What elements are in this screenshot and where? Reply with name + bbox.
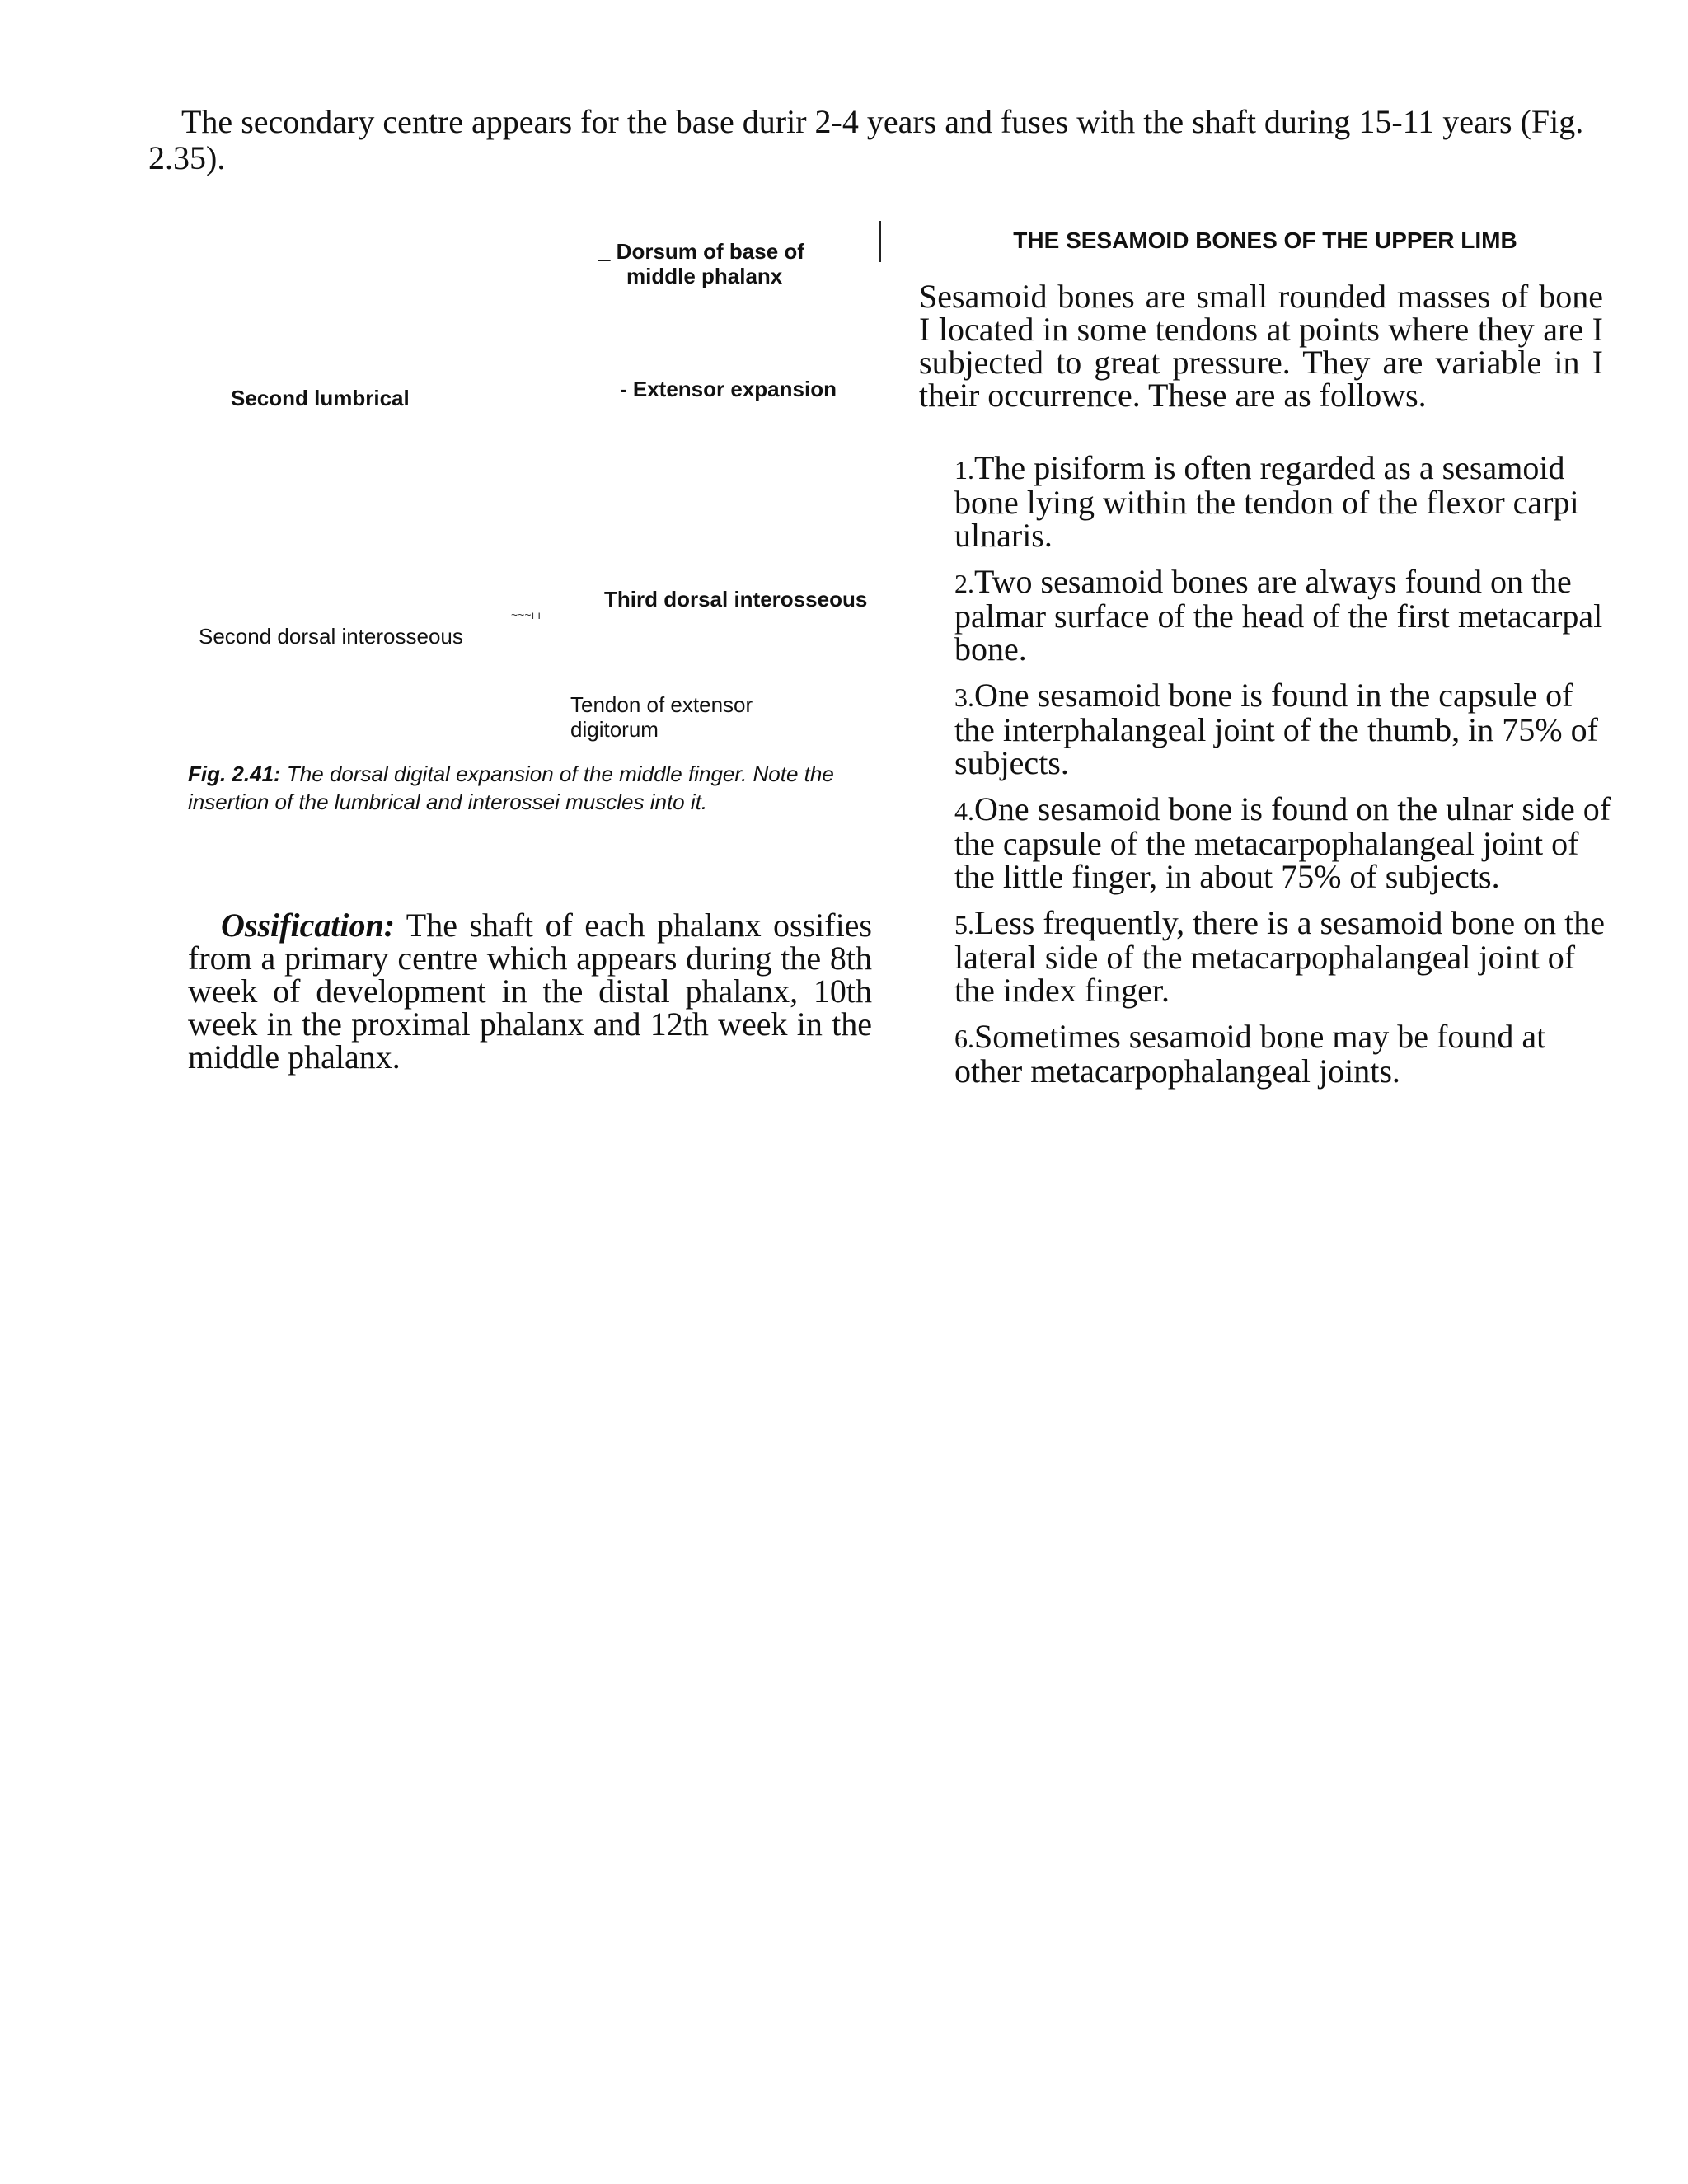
label-tendon-extensor: Tendon of extensor (570, 692, 753, 717)
label-middle-phalanx: middle phalanx (626, 264, 783, 288)
sesamoid-intro: Sesamoid bones are small rounded masses of bone I located in some tendons at points where they are I subjected to great pressure. They are variable in I their occurrence. These are as follows. (919, 278, 1603, 414)
intro-paragraph: The secondary centre appears for the base durir 2-4 years and fuses with the shaft during 15-11 years (Fig. 2.35). (148, 103, 1584, 176)
list-item: 4.One sesamoid bone is found on the ulnar side of the capsule of the metacarpophalangeal joint of the little finger, in about 75% of subjects. (954, 790, 1611, 895)
list-item: 6.Sometimes sesamoid bone may be found at other metacarpophalangeal joints. (954, 1018, 1546, 1090)
sesamoid-list (954, 449, 1614, 1101)
figure-stray-mark: ~~~ı ı (511, 608, 542, 621)
label-digitorum: digitorum (570, 717, 659, 742)
label-extensor-expansion: - Extensor expansion (620, 377, 837, 401)
list-item: 5.Less frequently, there is a sesamoid bone on the lateral side of the metacarpophalangeal joint of the index finger. (954, 904, 1605, 1009)
section-heading: THE SESAMOID BONES OF THE UPPER LIMB (1013, 227, 1517, 253)
figure-caption (188, 760, 880, 816)
label-second-lumbrical: Second lumbrical (231, 386, 410, 410)
ossification-lead: Ossification: (221, 907, 396, 944)
list-item: 3.One sesamoid bone is found in the capsule of the interphalangeal joint of the thumb, in 75% of subjects. (954, 677, 1598, 781)
column-divider (879, 221, 881, 262)
caption-text: The dorsal digital expansion of the middle finger. Note the insertion of the lumbrical and interossei muscles into it. (188, 762, 834, 814)
list-item: 2.Two sesamoid bones are always found on the palmar surface of the head of the first metacarpal bone. (954, 563, 1603, 668)
label-third-dorsal-interosseous: Third dorsal interosseous (604, 587, 868, 612)
caption-label: Fig. 2.41: (188, 762, 281, 786)
label-second-dorsal-interosseous: Second dorsal interosseous (199, 624, 463, 649)
ossification-text: The shaft of each phalanx ossifies from a primary centre which appears during the 8th week of development in the distal phalanx, 10th week in the proximal phalanx and 12th week in the middle phalanx. (188, 907, 872, 1076)
ossification-paragraph (188, 909, 872, 1074)
list-item: 1.The pisiform is often regarded as a sesamoid bone lying within the tendon of the flexor carpi ulnaris. (954, 449, 1579, 554)
label-dorsum-base: _ Dorsum of base of (598, 239, 804, 264)
